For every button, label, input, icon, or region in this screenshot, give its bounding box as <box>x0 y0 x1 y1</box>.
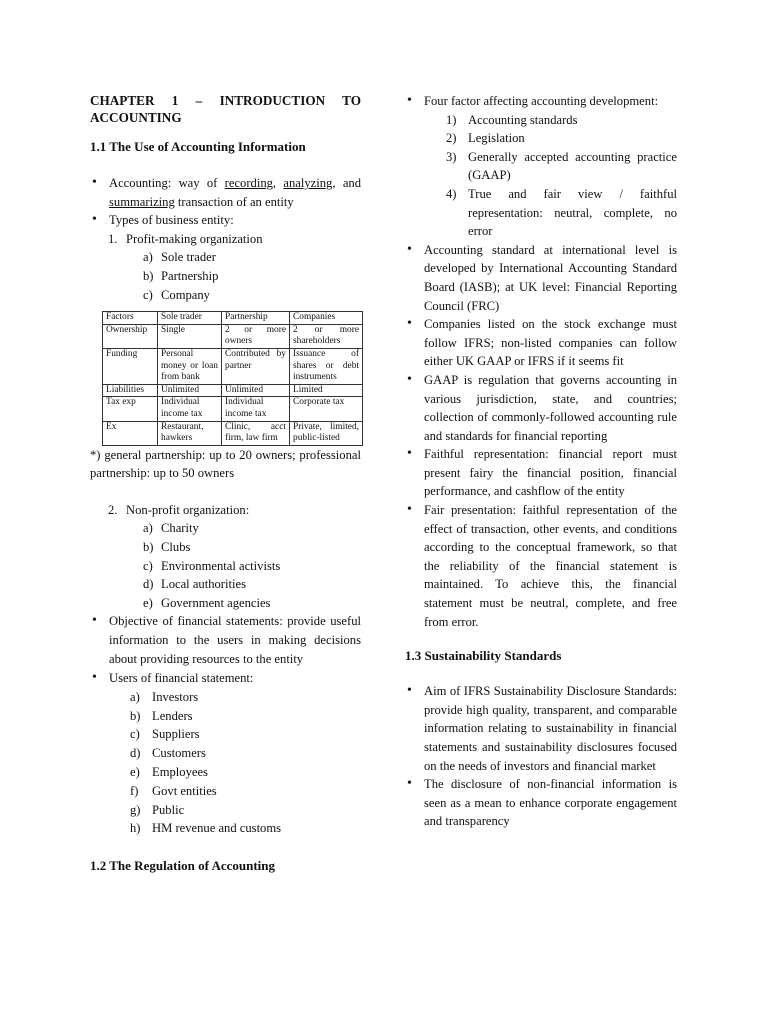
table-cell: Single <box>158 324 222 348</box>
underlined-summarizing: summarizing <box>109 194 175 209</box>
user-item-marker: b) <box>130 708 141 723</box>
factor-item-text: Generally accepted accounting practice (GAAP) <box>468 149 677 183</box>
profit-item <box>143 267 361 286</box>
table-cell: Corporate tax <box>290 397 363 421</box>
bullet-objective: • Objective of financial statements: provide useful information to the users in making decisions about providing resources to the entity <box>90 612 361 668</box>
table-cell: 2 or more owners <box>222 324 290 348</box>
table-cell: Contributed by partner <box>222 348 290 384</box>
user-item-marker: e) <box>130 765 140 779</box>
bullet-accounting-standard: • Accounting standard at international level is developed by International Accounting Standard Board (IASB); at UK level: Financial Reporting Council (FRC) <box>405 241 677 315</box>
bullet-four-factors: • Four factor affecting accounting development: <box>405 92 677 111</box>
profit-item-text: Partnership <box>161 268 219 283</box>
user-item <box>130 763 361 782</box>
factor-item <box>446 185 677 241</box>
profit-item-text: Sole trader <box>161 250 216 265</box>
user-item-text: Employees <box>152 765 208 779</box>
profit-item-marker: b) <box>143 268 154 283</box>
nonprofit-item-marker: a) <box>143 521 153 536</box>
partnership-note: *) general partnership: up to 20 owners; professional partnership: up to 50 owners <box>90 447 361 481</box>
section-1-3-title: 1.3 Sustainability Standards <box>405 648 562 664</box>
nonprofit-item-marker: b) <box>143 540 154 555</box>
nonprofit-list <box>90 519 361 612</box>
table-cell: Partnership <box>222 312 290 325</box>
bullet-gaap: • GAAP is regulation that governs accounting in various jurisdiction, state, and countries; collection of commonly-followed accounting rule and standards for financial reporting <box>405 371 677 445</box>
profit-list <box>90 248 361 304</box>
table-cell: Clinic, acct firm, law firm <box>222 421 290 445</box>
profit-item-marker: a) <box>143 250 153 265</box>
users-list <box>90 688 361 838</box>
user-item-marker: g) <box>130 802 141 817</box>
nonprofit-heading: 2. Non-profit organization: <box>108 502 250 517</box>
factor-item <box>446 148 677 185</box>
factor-item-text: Legislation <box>468 131 525 146</box>
table-row <box>103 421 363 445</box>
nonprofit-item <box>143 575 361 594</box>
profit-item-marker: c) <box>143 287 153 302</box>
table-row <box>103 324 363 348</box>
table-header-row <box>103 312 363 325</box>
table-cell: Unlimited <box>222 384 290 397</box>
underlined-recording: recording <box>224 176 273 190</box>
nonprofit-item-text: Charity <box>161 521 199 536</box>
bullet-accounting: • Accounting: way of recording, analyzing, and summarizing transaction of an entity <box>90 174 361 211</box>
user-item <box>130 744 361 763</box>
nonprofit-item-marker: d) <box>143 577 154 592</box>
nonprofit-item-text: Government agencies <box>161 595 271 610</box>
user-item <box>130 782 361 801</box>
objective-bullets <box>90 612 361 687</box>
table-cell: Companies <box>290 312 363 325</box>
table-cell: Ex <box>103 421 158 445</box>
nonprofit-item-text: Environmental activists <box>161 558 281 573</box>
factor-item-marker: 3) <box>446 149 457 164</box>
table-cell: Factors <box>103 312 158 325</box>
bullet-faithful-representation: • Faithful representation: financial report must present fairy the financial position, financial performance, and cashflow of the entity <box>405 445 677 501</box>
bullet-non-financial-disclosure: • The disclosure of non-financial information is seen as a mean to enhance corporate engagement and transparency <box>405 775 677 831</box>
bullet-fair-presentation: • Fair presentation: faithful representation of the effect of transaction, other events, and conditions according to the conceptual framework, so that the reliability of the financial statement is maintained. To achieve this, the financial statement must be neutral, complete, and free from error. <box>405 501 677 631</box>
user-item-marker: h) <box>130 821 141 836</box>
user-item-marker: a) <box>130 689 140 704</box>
nonprofit-item-marker: e) <box>143 595 153 610</box>
table-cell: Sole trader <box>158 312 222 325</box>
factors-list <box>405 111 677 241</box>
user-item <box>130 707 361 726</box>
nonprofit-item-text: Local authorities <box>161 577 246 592</box>
left-column <box>90 92 361 875</box>
nonprofit-item <box>143 594 361 613</box>
nonprofit-item-marker: c) <box>143 558 153 573</box>
factor-item-marker: 4) <box>446 186 457 201</box>
user-item-text: Lenders <box>152 708 193 723</box>
profit-item <box>143 248 361 267</box>
user-item-text: Govt entities <box>152 783 217 798</box>
user-item-marker: f) <box>130 783 139 798</box>
profit-item <box>143 286 361 305</box>
table-cell: Private, limited, public-listed <box>290 421 363 445</box>
profit-item-text: Company <box>161 287 210 302</box>
user-item <box>130 801 361 820</box>
user-item-text: HM revenue and customs <box>152 821 282 836</box>
right-column <box>405 92 677 831</box>
table-cell: Personal money or loan from bank <box>158 348 222 384</box>
entity-comparison-table <box>102 311 363 446</box>
user-item-text: Customers <box>152 746 206 761</box>
user-item <box>130 819 361 838</box>
underlined-analyzing: analyzing <box>283 176 333 190</box>
intro-bullets <box>90 174 361 230</box>
sustainability-bullets <box>405 682 677 831</box>
user-item-marker: d) <box>130 746 141 761</box>
section-1-1-title: 1.1 The Use of Accounting Information <box>90 139 306 154</box>
factor-item-marker: 2) <box>446 131 457 146</box>
table-cell: Individual income tax <box>158 397 222 421</box>
nonprofit-item <box>143 519 361 538</box>
table-cell: Restaurant, hawkers <box>158 421 222 445</box>
factor-item-marker: 1) <box>446 112 457 127</box>
right-bullets-top <box>405 92 677 111</box>
user-item-text: Public <box>152 802 185 817</box>
bullet-types: • Types of business entity: <box>90 211 361 230</box>
table-cell: 2 or more shareholders <box>290 324 363 348</box>
table-cell: Liabilities <box>103 384 158 397</box>
nonprofit-item <box>143 557 361 576</box>
bullet-users: • Users of financial statement: <box>90 669 361 688</box>
table-cell: Tax exp <box>103 397 158 421</box>
factor-item-text: Accounting standards <box>468 112 578 127</box>
nonprofit-item <box>143 538 361 557</box>
factor-item-text: True and fair view / faithful representation: neutral, complete, no error <box>468 186 677 239</box>
factor-item <box>446 111 677 130</box>
user-item-text: Investors <box>152 689 199 704</box>
table-cell: Limited <box>290 384 363 397</box>
user-item <box>130 725 361 744</box>
factor-item <box>446 129 677 148</box>
user-item-marker: c) <box>130 727 140 742</box>
nonprofit-item-text: Clubs <box>161 540 191 555</box>
table-cell: Funding <box>103 348 158 384</box>
bullet-companies-listed: • Companies listed on the stock exchange must follow IFRS; non-listed companies can follow either UK GAAP or IFRS if it seems fit <box>405 315 677 371</box>
right-bullets <box>405 241 677 631</box>
table-row <box>103 397 363 421</box>
user-item-text: Suppliers <box>152 727 200 742</box>
table-cell: Ownership <box>103 324 158 348</box>
table-cell: Unlimited <box>158 384 222 397</box>
section-1-2-title: 1.2 The Regulation of Accounting <box>90 858 276 874</box>
table-row <box>103 348 363 384</box>
table-cell: Issuance of shares or debt instruments <box>290 348 363 384</box>
table-cell: Individual income tax <box>222 397 290 421</box>
table-row <box>103 384 363 397</box>
chapter-title: CHAPTER 1 – INTRODUCTION TO ACCOUNTING <box>90 93 361 125</box>
user-item <box>130 688 361 707</box>
profit-heading: 1. Profit-making organization <box>108 231 263 246</box>
bullet-ifrs-aim: • Aim of IFRS Sustainability Disclosure Standards: provide high quality, transparent, and comparable information relating to sustainability in financial statements and sustainability disclosures focused on the needs of investors and financial market <box>405 682 677 775</box>
